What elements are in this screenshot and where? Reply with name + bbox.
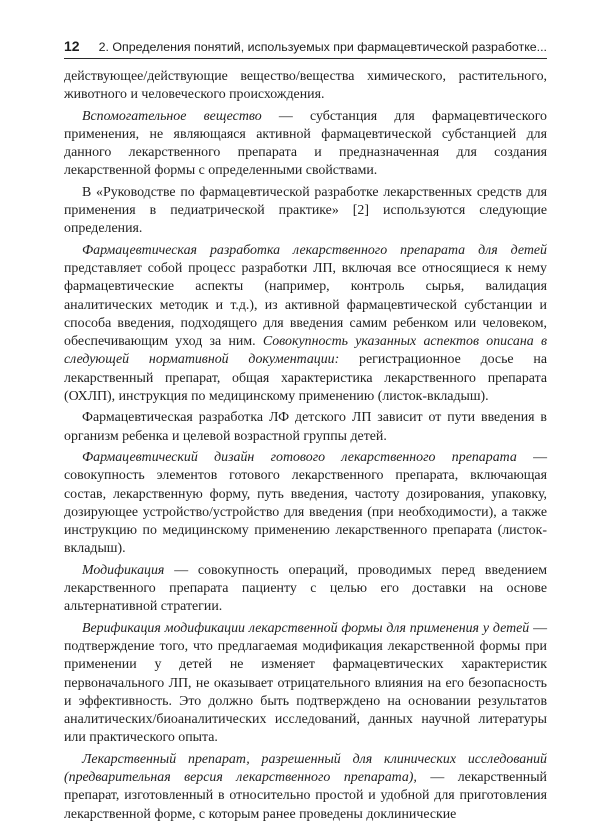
defined-term: Модификация — [82, 562, 165, 578]
definition-pharmaceutical-development — [64, 242, 547, 407]
definition-verification — [64, 620, 547, 748]
paragraph-text: Фармацевтическая разработка ЛФ детского ЛП зависит от пути введения в организм ребенка и целевой возрастной группы детей. — [64, 410, 547, 444]
defined-term: Фармацевтическая разработка лекарственного препарата для детей — [82, 242, 547, 258]
defined-term: Фармацевтический дизайн готового лекарственного препарата — [82, 449, 517, 465]
definition-text-continued: регистрационное досье на лекарственный препарат, общая характеристика лекарственного препарата (ОХЛП), инструкция по медицинскому применению (листок-вкладыш). — [64, 352, 547, 405]
definition-auxiliary-substance — [64, 108, 547, 181]
defined-term: Лекарственный препарат, разрешенный для клинических исследований (предварительная версия лекарственного препарата), — [64, 751, 547, 785]
chapter-title: 2. Определения понятий, используемых при фармацевтической разработке... — [98, 40, 547, 54]
definition-text: — лекарственный препарат, изготовленный в относительно простой и удобной для приготовления лекарственной форме, с которым ранее проведены доклинические — [64, 769, 547, 822]
page-number: 12 — [64, 38, 80, 54]
paragraph-text: действующее/действующие вещество/вещества химического, растительного, животного и человеческого происхождения. — [64, 69, 547, 103]
definition-modification — [64, 562, 547, 617]
definition-text: — совокупность операций, проводимых перед введением лекарственного препарата пациенту с целью его доставки на основе альтернативной стратегии. — [64, 562, 547, 615]
emphasized-phrase: Совокупность указанных аспектов описана в следующей нормативной документации: — [64, 334, 547, 368]
paragraph-dosage-form-development — [64, 409, 547, 446]
body-text — [64, 68, 547, 824]
definition-text: представляет собой процесс разработки ЛП, включая все относящиеся к нему фармацевтические аспекты (например, контроль сырья, валидация аналитических методик и т.д.), из активной фармацевтической субстанции и способа введения, подходящего для введения самим ребенком или человеком, обеспечивающим уход за ним. — [64, 260, 547, 350]
definition-text: — подтверждение того, что предлагаемая модификация лекарственной формы при применении у детей не изменяет фармацевтических характеристик первоначального ЛП, не оказывает отрицательного влияния на его безопасность и эффективность. Это должно быть подтверждено на основании результатов аналитических/биоаналитических исследований, данных научной литературы или практического опыта. — [64, 620, 547, 746]
definition-text: — субстанция для фармацевтического применения, не являющаяся активной фармацевтической субстанцией для данного лекарственного препарата и предназначенная для создания лекарственной формы с определенными свойствами. — [64, 108, 547, 179]
paragraph-continuation — [64, 68, 547, 105]
paragraph-guideline-reference — [64, 184, 547, 239]
definition-clinical-trial-product — [64, 751, 547, 824]
defined-term: Верификация модификации лекарственной формы для применения у детей — [82, 620, 530, 636]
running-header — [64, 38, 547, 59]
defined-term: Вспомогательное вещество — [82, 108, 262, 124]
definition-text: — совокупность элементов готового лекарственного препарата, включающая состав, лекарственную форму, путь введения, частоту дозирования, упаковку, дозирующее устройство/устройство для введения (при необходимости), а также инструкцию по медицинскому применению лекарственного препарата (листок-вкладыш). — [64, 449, 547, 557]
paragraph-text: В «Руководстве по фармацевтической разработке лекарственных средств для применения в педиатрической практике» [2] используются следующие определения. — [64, 184, 547, 237]
definition-pharmaceutical-design — [64, 449, 547, 559]
